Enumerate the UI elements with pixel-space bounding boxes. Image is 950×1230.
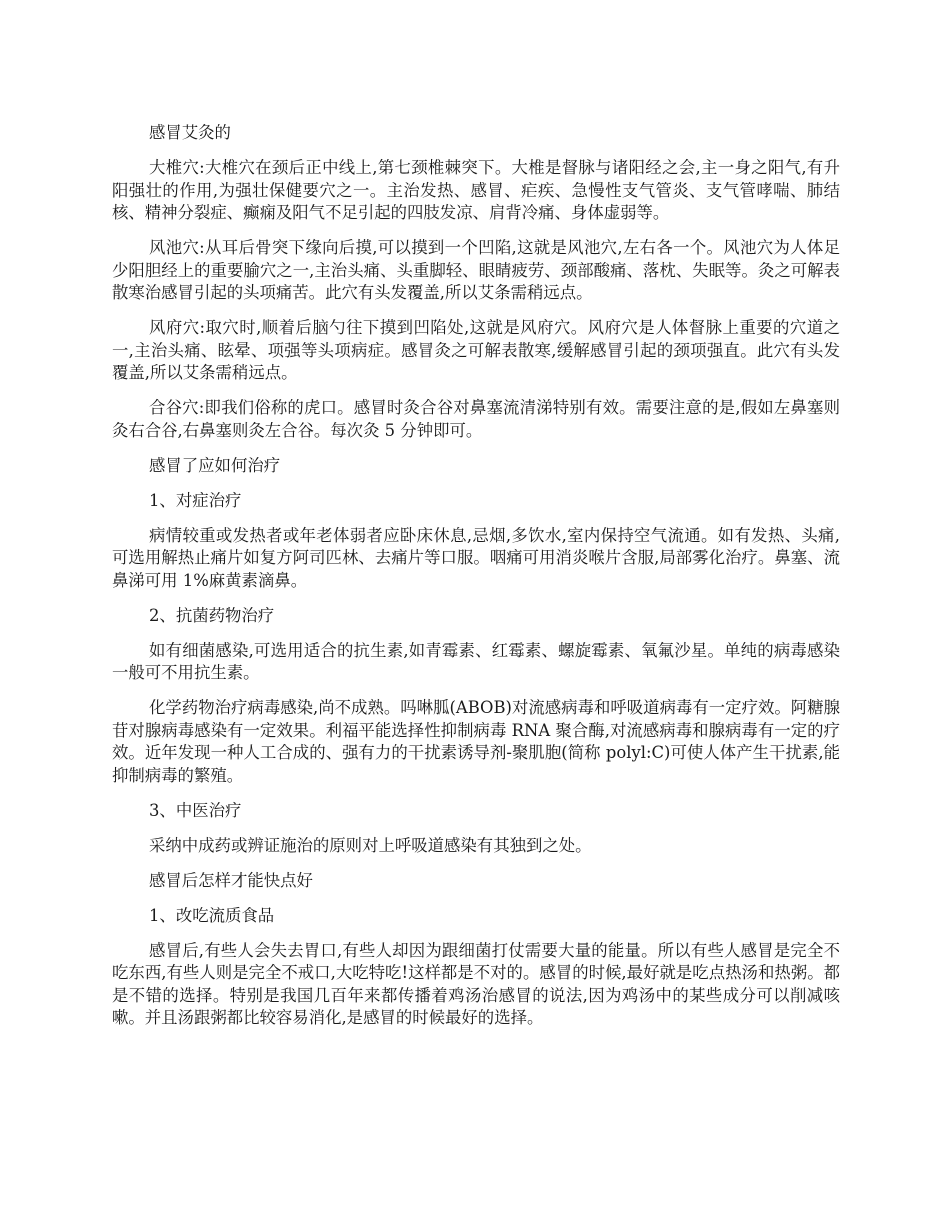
paragraph-antibiotics: 如有细菌感染,可选用适合的抗生素,如青霉素、红霉素、螺旋霉素、氧氟沙星。单纯的病毒感染一般可不用抗生素。 [112, 640, 840, 682]
paragraph-hegu-point: 合谷穴:即我们俗称的虎口。感冒时灸合谷对鼻塞流清涕特别有效。需要注意的是,假如左鼻塞则灸右合谷,右鼻塞则灸左合谷。每次灸 5 分钟即可。 [112, 398, 840, 440]
paragraph-symptomatic: 病情较重或发热者或年老体弱者应卧床休息,忌烟,多饮水,室内保持空气流通。如有发热、头痛,可选用解热止痛片如复方阿司匹林、去痛片等口服。咽痛可用消炎喉片含服,局部雾化治疗。鼻塞、流鼻涕可用 1%麻黄素滴鼻。 [112, 525, 840, 590]
paragraph-liquid-food: 感冒后,有些人会失去胃口,有些人却因为跟细菌打仗需要大量的能量。所以有些人感冒是完全不吃东西,有些人则是完全不戒口,大吃特吃!这样都是不对的。感冒的时候,最好就是吃点热汤和热粥。都是不错的选择。特别是我国几百年来都传播着鸡汤治感冒的说法,因为鸡汤中的某些成分可以削减咳嗽。并且汤跟粥都比较容易消化,是感冒的时候最好的选择。 [112, 940, 840, 1027]
subheading-tcm: 3、中医治疗 [149, 800, 242, 820]
paragraph-antiviral: 化学药物治疗病毒感染,尚不成熟。吗啉胍(ABOB)对流感病毒和呼吸道病毒有一定疗效。阿糖腺苷对腺病毒感染有一定效果。利福平能选择性抑制病毒 RNA 聚合酶,对流感病毒和腺病毒有一定的疗效。近年发现一种人工合成的、强有力的干扰素诱导剂-聚肌胞(简称 polyl:C)可使人体产生干扰素,能抑制病毒的繁殖。 [112, 698, 840, 785]
heading-treatment: 感冒了应如何治疗 [149, 455, 281, 475]
paragraph-tcm: 采纳中成药或辨证施治的原则对上呼吸道感染有其独到之处。 [149, 835, 592, 855]
subheading-liquid-food: 1、改吃流质食品 [149, 905, 275, 925]
document-page [112, 122, 840, 1042]
heading-recovery: 感冒后怎样才能快点好 [149, 870, 313, 890]
subheading-symptomatic: 1、对症治疗 [149, 490, 242, 510]
subheading-antibacterial: 2、抗菌药物治疗 [149, 605, 275, 625]
paragraph-fengchi-point: 风池穴:从耳后骨突下缘向后摸,可以摸到一个凹陷,这就是风池穴,左右各一个。风池穴为人体足少阳胆经上的重要腧穴之一,主治头痛、头重脚轻、眼睛疲劳、颈部酸痛、落枕、失眠等。灸之可解表散寒治感冒引起的头项痛苦。此穴有头发覆盖,所以艾条需稍远点。 [112, 238, 840, 302]
paragraph-dazhui-point: 大椎穴:大椎穴在颈后正中线上,第七颈椎棘突下。大椎是督脉与诸阳经之会,主一身之阳气,有升阳强壮的作用,为强壮保健要穴之一。主治发热、感冒、疟疾、急慢性支气管炎、支气管哮喘、肺结核、精神分裂症、癫痫及阳气不足引起的四肢发凉、肩背冷痛、身体虚弱等。 [112, 158, 840, 222]
paragraph-fengfu-point: 风府穴:取穴时,顺着后脑勺往下摸到凹陷处,这就是风府穴。风府穴是人体督脉上重要的穴道之一,主治头痛、眩晕、项强等头项病症。感冒灸之可解表散寒,缓解感冒引起的颈项强直。此穴有头发覆盖,所以艾条需稍远点。 [112, 318, 840, 382]
heading-moxibustion: 感冒艾灸的 [149, 123, 231, 142]
